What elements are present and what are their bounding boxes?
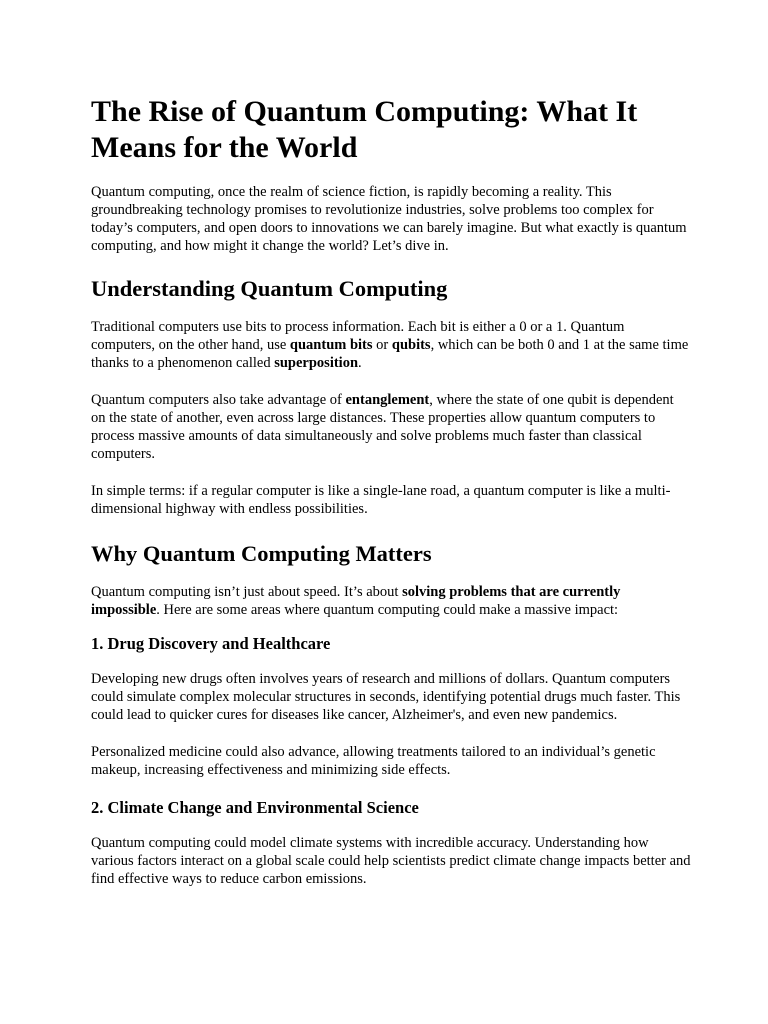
bold-quantum-bits: quantum bits — [289, 337, 373, 353]
personalized-medicine-paragraph: Personalized medicine could also advance, allowing treatments tailored to an individual’s genetic makeup, increasing effectiveness and minimizing side effects. — [91, 744, 656, 778]
document-page — [91, 94, 691, 906]
drug-discovery-paragraph: Developing new drugs often involves years of research and millions of dollars. Quantum computers could simulate complex molecular structures in seconds, identifying potential drugs much faster. This could lead to quicker cures for diseases like cancer, Alzheimer's, and even new pandemics. — [91, 671, 681, 723]
subheading-climate-change: 2. Climate Change and Environmental Science — [91, 798, 419, 817]
subheading-drug-discovery: 1. Drug Discovery and Healthcare — [91, 634, 331, 653]
bits-vs-qubits-paragraph — [91, 318, 691, 372]
bold-superposition: superposition — [274, 355, 359, 371]
climate-paragraph: Quantum computing could model climate systems with incredible accuracy. Understanding how various factors interact on a global scale could help scientists predict climate change impacts better and find effective ways to reduce carbon emissions. — [91, 835, 691, 887]
text-run: . — [358, 355, 362, 371]
simple-terms-paragraph: In simple terms: if a regular computer is like a single-lane road, a quantum computer is like a multi-dimensional highway with endless possibilities. — [91, 483, 671, 517]
text-run: . Here are some areas where quantum computing could make a massive impact: — [156, 602, 619, 618]
article-title: The Rise of Quantum Computing: What It Means for the World — [91, 95, 638, 164]
why-matters-paragraph — [91, 583, 691, 619]
text-run: Quantum computers also take advantage of — [91, 392, 346, 408]
entanglement-paragraph — [91, 391, 691, 463]
text-run: , which can be both 0 and 1 at the same time thanks to a phenomenon called — [91, 337, 689, 371]
section-heading-understanding: Understanding Quantum Computing — [91, 276, 448, 301]
bold-solving-problems: solving problems that are currently impossible — [91, 584, 621, 618]
text-run: Traditional computers use bits to process information. Each bit is either a 0 or a 1. Quantum computers, on the other hand, use — [91, 319, 625, 353]
section-heading-why-matters: Why Quantum Computing Matters — [91, 541, 432, 566]
bold-entanglement: entanglement — [345, 392, 430, 408]
intro-paragraph: Quantum computing, once the realm of science fiction, is rapidly becoming a reality. This groundbreaking technology promises to revolutionize industries, solve problems too complex for today’s computers, and open doors to innovations we can barely imagine. But what exactly is quantum computing, and how might it change the world? Let’s dive in. — [91, 184, 687, 254]
text-run: , where the state of one qubit is dependent on the state of another, even across large distances. These properties allow quantum computers to process massive amounts of data simultaneously and solve problems much faster than classical computers. — [91, 392, 674, 462]
text-run: Quantum computing isn’t just about speed. It’s about — [91, 584, 403, 600]
bold-qubits: qubits — [391, 337, 431, 353]
text-run: or — [372, 337, 392, 353]
